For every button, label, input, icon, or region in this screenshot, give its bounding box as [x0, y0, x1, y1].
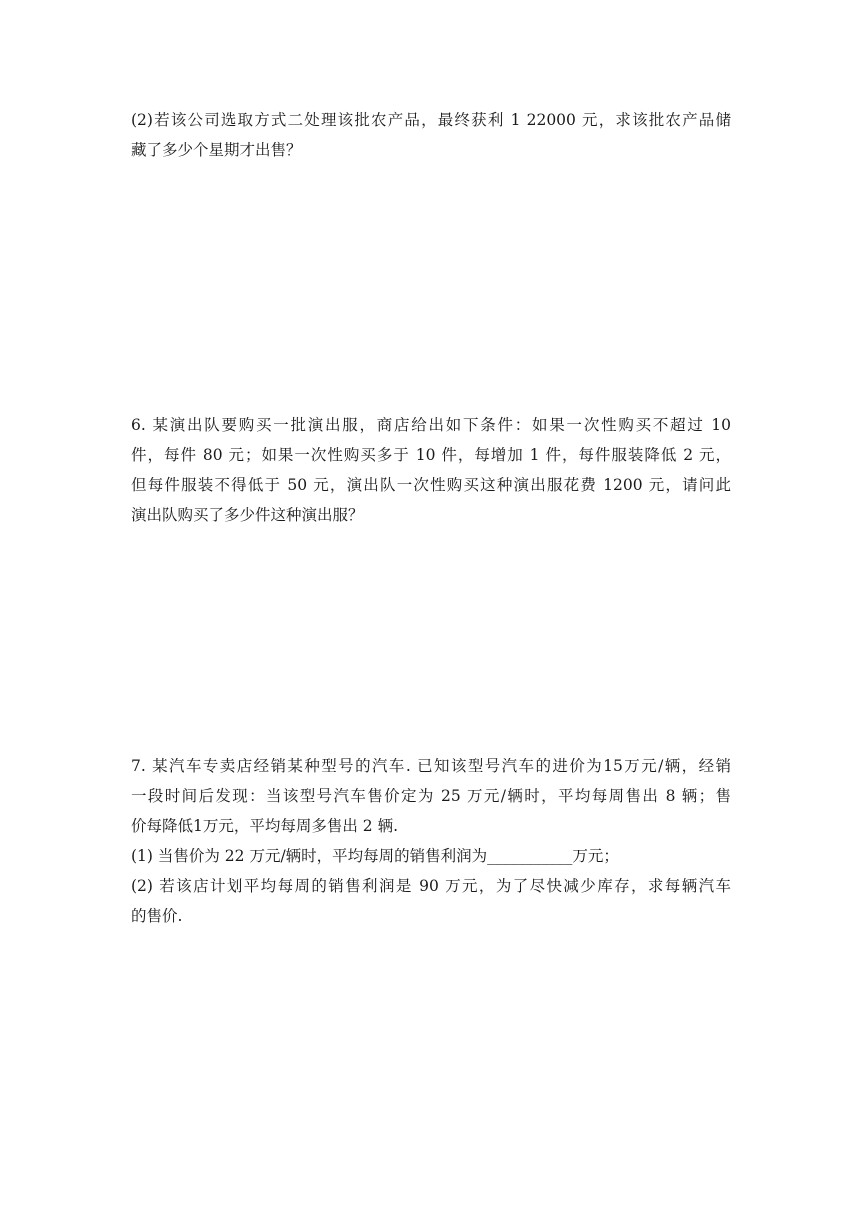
question-5-part-2-line-2: 藏了多少个星期才出售？ [131, 141, 302, 159]
question-7-part-2-line-2: 的售价. [131, 907, 183, 925]
question-6-line-2: 件，每件 80 元；如果一次性购买多于 10 件，每增加 1 件，每件服装降低 2 元， [131, 446, 731, 464]
question-6-line-3: 但每件服装不得低于 50 元，演出队一次性购买这种演出服花费 1200 元，请问此 [131, 476, 731, 494]
question-6-line-1: 6. 某演出队要购买一批演出服，商店给出如下条件：如果一次性购买不超过 10 [131, 416, 731, 434]
question-7-part-1: (1) 当售价为 22 万元/辆时，平均每周的销售利润为___________万元； [131, 847, 619, 865]
question-5-part-2-line-1: (2)若该公司选取方式二处理该批农产品，最终获利 1 22000 元，求该批农产品储 [131, 111, 731, 129]
question-5-part-2 [131, 105, 731, 165]
question-7-line-3: 价每降低1万元，平均每周多售出 2 辆. [131, 817, 399, 835]
question-7-line-2: 一段时间后发现：当该型号汽车售价定为 25 万元/辆时，平均每周售出 8 辆；售 [131, 787, 731, 805]
question-6 [131, 410, 731, 530]
question-7 [131, 751, 731, 931]
question-6-line-4: 演出队购买了多少件这种演出服？ [131, 506, 364, 524]
question-7-part-2-line-1: (2) 若该店计划平均每周的销售利润是 90 万元，为了尽快减少库存，求每辆汽车 [131, 877, 731, 895]
question-7-line-1: 7. 某汽车专卖店经销某种型号的汽车. 已知该型号汽车的进价为15万元/辆，经销 [131, 757, 731, 775]
